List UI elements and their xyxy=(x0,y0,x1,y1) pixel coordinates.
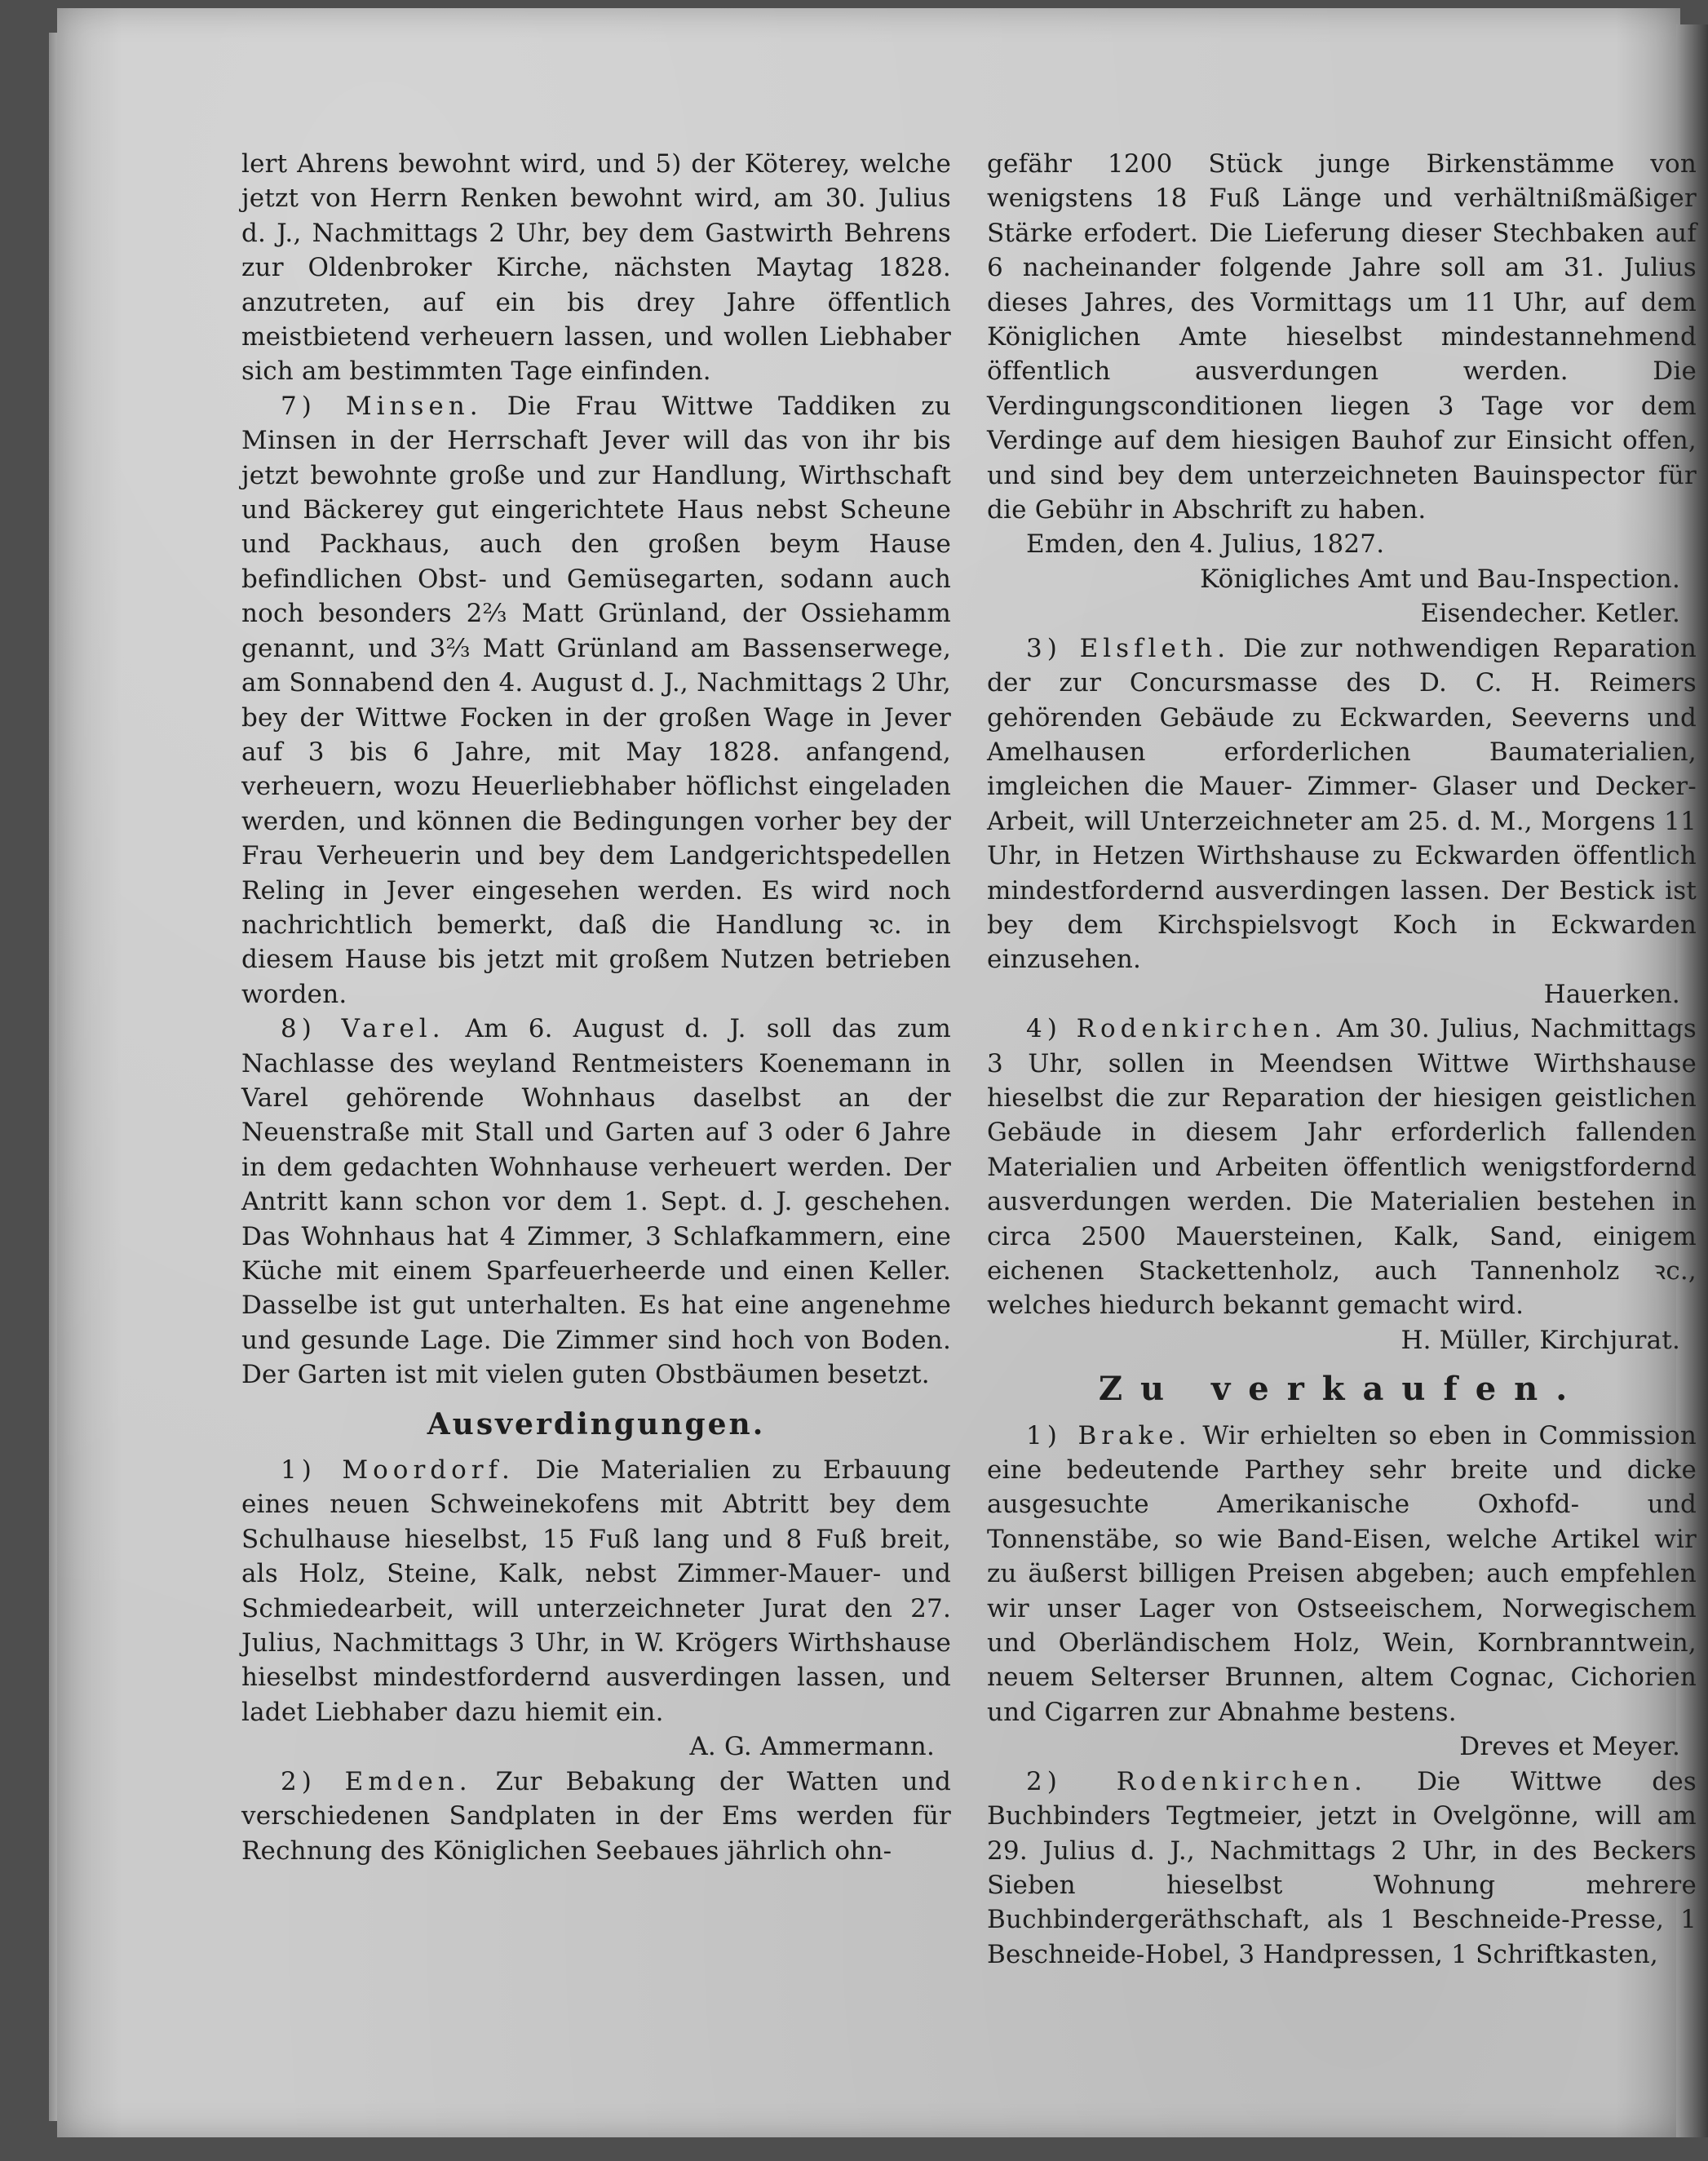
notice-body: Die Materialien zu Erbauung eines neuen Schweinekofens mit Abtritt bey dem Schulhause hieselbst, 15 Fuß lang und 8 Fuß breit, als Holz, Steine, Kalk, nebst Zimmer-Mauer- und Schmiedearbeit, will unterzeichneter Jurat den 27. Julius, Nachmittags 3 Uhr, in W. Krögers Wirthshause hieselbst mindestfordernd ausverdingen lassen, und ladet Liebhaber dazu hiemit ein. xyxy=(241,1455,951,1727)
notice-place: 4) Rodenkirchen. xyxy=(1026,1014,1327,1044)
left-column xyxy=(241,147,951,1868)
notice-rodenkirchen-sale xyxy=(987,1765,1697,1972)
notice-place: 1) Moordorf. xyxy=(281,1455,515,1486)
notice-body: Wir erhielten so eben in Commission eine bedeutende Parthey sehr breite und dicke ausgesuchte Amerikanische Oxhofd- und Tonnenstäbe, so wie Band-Eisen, welche Artikel wir zu äußerst billigen Preisen abgeben; auch empfehlen wir unser Lager von Ostseeischem, Norwegischem und Oberländischem Holz, Wein, Kornbranntwein, neuem Selterser Brunnen, altem Cognac, Cichorien und Cigarren zur Abnahme bestens. xyxy=(987,1420,1697,1727)
notice-place: 7) Minsen. xyxy=(281,391,483,421)
notice-place: 2) Rodenkirchen. xyxy=(1026,1766,1367,1796)
notice-continuation: lert Ahrens bewohnt wird, und 5) der Köterey, welche jetzt von Herrn Renken bewohnt wird, am 30. Julius d. J., Nachmittags 2 Uhr, bey dem Gastwirth Behrens zur Oldenbroker Kirche, nächsten Maytag 1828. anzutreten, auf ein bis drey Jahre öffentlich meistbietend verheuern lassen, und wollen Liebhaber sich am bestimmten Tage einfinden. xyxy=(241,149,951,387)
notice-body: Die Wittwe des Buchbinders Tegtmeier, jetzt in Ovelgönne, will am 29. Julius d. J., Nachmittags 2 Uhr, in des Beckers Sieben hieselbst Wohnung mehrere Buchbindergeräthschaft, als 1 Beschneide-Presse, 1 Beschneide-Hobel, 3 Handpressen, 1 Schriftkasten, xyxy=(987,1766,1697,1969)
notice-place: 8) Varel. xyxy=(281,1014,445,1044)
section-heading-zu-verkaufen: Zu verkaufen. xyxy=(1098,1370,1586,1409)
notice-signature: H. Müller, Kirchjurat. xyxy=(1400,1325,1680,1355)
notice-signature: Hauerken. xyxy=(1543,979,1680,1009)
notice-office: Königliches Amt und Bau-Inspection. xyxy=(1200,564,1680,594)
notice-body: Zur Bebakung der Watten und verschiedenen Sandplaten in der Ems werden für Rechnung des Königlichen Seebaues jährlich ohn- xyxy=(241,1766,951,1866)
section-heading-ausverdingungen: Ausverdingungen. xyxy=(427,1406,766,1441)
notice-place: 1) Brake. xyxy=(1026,1420,1192,1450)
notice-varel xyxy=(241,1012,951,1392)
notice-brake xyxy=(987,1419,1697,1730)
right-column xyxy=(987,147,1697,1972)
notice-signature: Dreves et Meyer. xyxy=(1459,1732,1680,1762)
notice-body: Die Frau Wittwe Taddiken zu Minsen in der Herrschaft Jever will das von ihr bis jetzt bewohnte große und zur Handlung, Wirthschaft und Bäckerey gut eingerichtete Haus nebst Scheune und Packhaus, auch den großen beym Hause befindlichen Obst- und Gemüsegarten, sodann auch noch besonders 2⅔ Matt Grünland, der Ossiehamm genannt, und 3⅔ Matt Grünland am Bassenserwege, am Sonnabend den 4. August d. J., Nachmittags 2 Uhr, bey der Wittwe Focken in der großen Wage in Jever auf 3 bis 6 Jahre, mit May 1828. anfangend, verheuern, wozu Heuerliebhaber höflichst eingeladen werden, und können die Bedingungen vorher bey der Frau Verheuerin und bey dem Landgerichtspedellen Reling in Jever eingesehen werden. Es wird noch nachrichtlich bemerkt, daß die Handlung ꝛc. in diesem Hause bis jetzt mit großem Nutzen betrieben worden. xyxy=(241,391,951,1009)
notice-signature: Eisendecher. Ketler. xyxy=(1420,599,1680,629)
notice-signature: A. G. Ammermann. xyxy=(689,1732,935,1762)
notice-body: Am 6. August d. J. soll das zum Nachlasse des weyland Rentmeisters Koenemann in Varel gehörende Wohnhaus daselbst an der Neuenstraße mit Stall und Garten auf 3 oder 6 Jahre in dem gedachten Wohnhause verheuert werden. Der Antritt kann schon vor dem 1. Sept. d. J. geschehen. Das Wohnhaus hat 4 Zimmer, 3 Schlafkammern, eine Küche mit einem Sparfeuerheerde und einen Keller. Dasselbe ist gut unterhalten. Es hat eine angenehme und gesunde Lage. Die Zimmer sind hoch von Boden. Der Garten ist mit vielen guten Obstbäumen besetzt. xyxy=(241,1014,951,1390)
notice-minsen xyxy=(241,389,951,1012)
notice-rodenkirchen xyxy=(987,1012,1697,1323)
notice-elsfleth xyxy=(987,631,1697,977)
notice-body: Am 30. Julius, Nachmittags 3 Uhr, sollen in Meendsen Wittwe Wirthshause hieselbst die zur Reparation der hiesigen geistlichen Gebäude in diesem Jahr erforderlich fallenden Materialien und Arbeiten öffentlich wenigstfordernd ausverdungen werden. Die Materialien bestehen in circa 2500 Mauersteinen, Kalk, Sand, einigem eichenen Stackettenholz, auch Tannenholz ꝛc., welches hiedurch bekannt gemacht wird. xyxy=(987,1014,1697,1321)
notice-emden-continuation: gefähr 1200 Stück junge Birkenstämme von wenigstens 18 Fuß Länge und verhältnißmäßiger Stärke erfodert. Die Lieferung dieser Stechbaken auf 6 nacheinander folgende Jahre soll am 31. Julius dieses Jahres, des Vormittags um 11 Uhr, auf dem Königlichen Amte hieselbst mindestannehmend öffentlich ausverdungen werden. Die Verdingungsconditionen liegen 3 Tage vor dem Verdinge auf dem hiesigen Bauhof zur Einsicht offen, und sind bey dem unterzeichneten Bauinspector für die Gebühr in Abschrift zu haben. xyxy=(987,149,1697,525)
notice-moordorf xyxy=(241,1453,951,1729)
notice-date: Emden, den 4. Julius, 1827. xyxy=(1026,529,1385,560)
notice-place: 2) Emden. xyxy=(281,1766,472,1796)
notice-body: Die zur nothwendigen Reparation der zur Concursmasse des D. C. H. Reimers gehörenden Gebäude zu Eckwarden, Seeverns und Amelhausen erforderlichen Baumaterialien, imgleichen die Mauer- Zimmer- Glaser und Decker-Arbeit, will Unterzeichneter am 25. d. M., Morgens 11 Uhr, in Hetzen Wirthshause zu Eckwarden öffentlich mindestfordernd ausverdingen lassen. Der Bestick ist bey dem Kirchspielsvogt Koch in Eckwarden einzusehen. xyxy=(987,633,1697,975)
notice-emden xyxy=(241,1765,951,1868)
notice-place: 3) Elsfleth. xyxy=(1026,633,1231,663)
